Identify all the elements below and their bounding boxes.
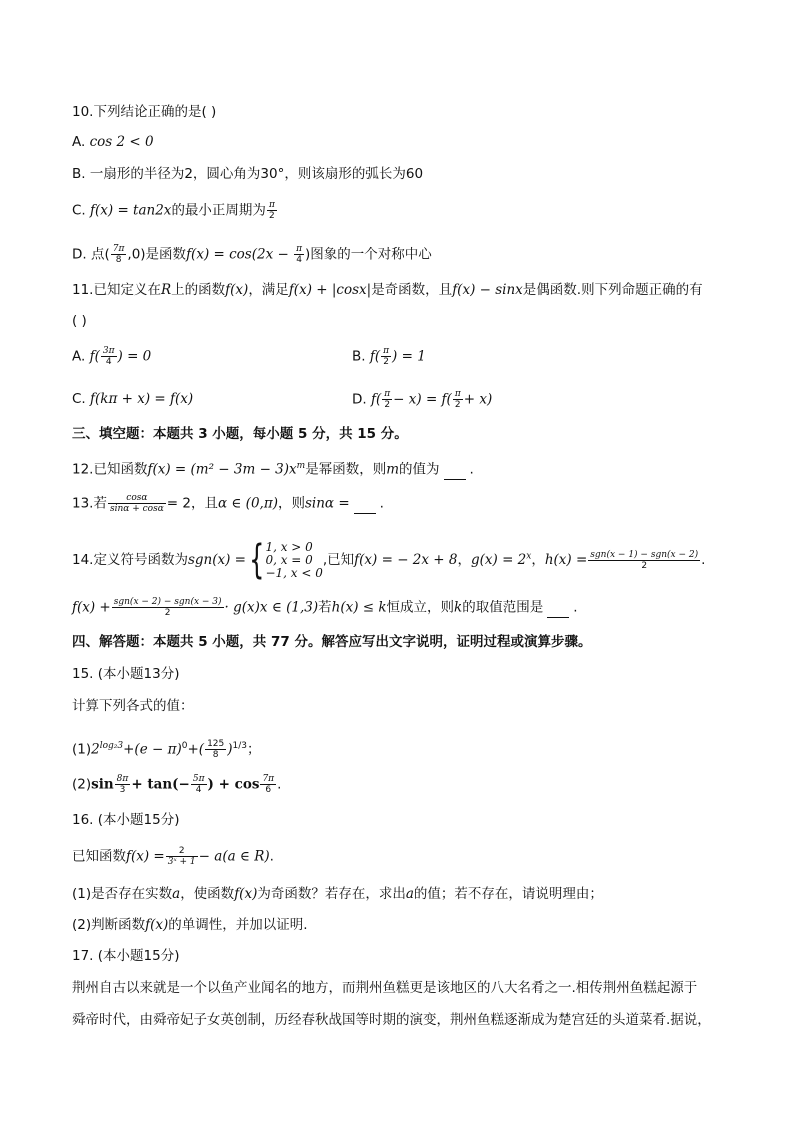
- q10-option-a: A. cos 2 < 0: [72, 134, 154, 150]
- fraction: $\frac{\pi}{2}$: [383, 346, 390, 367]
- q16-intro: 已知函数f(x) = $\frac{2}{\text{3ˣ + 1}}$ − a(a ∈ R).: [72, 846, 274, 867]
- fraction: $\frac{7\pi}{8}$: [112, 244, 125, 265]
- q17-text-2: 舜帝时代，由舜帝妃子女英创制，历经春秋战国等时期的演变，荆州鱼糕逐渐成为楚宫廷的头道菜肴.据说，: [72, 1012, 711, 1028]
- q10-option-b: B. 一扇形的半径为2，圆心角为30°，则该扇形的弧长为60: [72, 166, 424, 182]
- q16-part-2: (2)判断函数f(x)的单调性，并加以证明.: [72, 917, 308, 933]
- fraction: $\frac{3\pi}{4}$: [102, 346, 115, 367]
- q15-part-2: (2)sin $\frac{8\pi}{3}$ + tan(− $\frac{5\pi}{4}$ ) + cos $\frac{7\pi}{6}$ .: [72, 774, 282, 795]
- fraction: $\frac{\pi}{2}$: [268, 200, 275, 221]
- section-3-heading: 三、填空题：本题共 3 小题，每小题 5 分，共 15 分。: [72, 426, 408, 442]
- fraction: $\frac{\pi}{4}$: [296, 244, 303, 265]
- q14-line-2: f(x) + $\frac{\text{sgn(x − 2) − sgn(x − 3)}}{2}$ · g(x)x ∈ (1,3)若h(x) ≤ k恒成立，则k的取值范围是 .: [72, 597, 578, 618]
- q11-paren: ( ): [72, 313, 87, 329]
- fraction: $\frac{\text{sgn(x − 1) − sgn(x − 2)}}{2}$: [590, 549, 699, 571]
- q10-option-c: C. f(x) = tan2x的最小正周期为 $\frac{\pi}{2}$: [72, 200, 275, 221]
- piecewise-cases: 1, x > 0 0, x = 0 −1, x < 0: [265, 539, 323, 580]
- q10-stem: 10.下列结论正确的是( ): [72, 104, 217, 120]
- answer-blank: [444, 465, 466, 480]
- fraction: $\frac{125}{8}$: [207, 739, 225, 760]
- fraction: $\frac{2}{\text{3ˣ + 1}}$: [167, 846, 196, 867]
- q11-option-b: B. f( $\frac{\pi}{2}$ ) = 1: [352, 346, 426, 367]
- q11-stem: 11.已知定义在R上的函数f(x)，满足f(x) + |cosx|是奇函数，且f(x) − sinx是偶函数.则下列命题正确的有: [72, 282, 703, 298]
- fraction: $\frac{\pi}{2}$: [384, 389, 391, 410]
- q14-line-1: 14.定义符号函数为sgn(x) ={ 1, x > 0 0, x = 0 −1, x < 0 ,已知f(x) = − 2x + 8，$g(x) = 2^x$，h(x) = $\frac{\text{sgn(x − 1) − sgn(x − 2)}}{2}$ .: [72, 537, 706, 583]
- answer-blank: [547, 603, 569, 618]
- q11-option-c: C. f(kπ + x) = f(x): [72, 391, 194, 407]
- fraction: $\frac{5\pi}{4}$: [192, 774, 205, 795]
- answer-blank: [354, 499, 376, 514]
- fraction: $\frac{\pi}{2}$: [454, 389, 461, 410]
- q16-part-1: (1)是否存在实数a，使函数f(x)为奇函数？若存在，求出a的值；若不存在，请说明理由；: [72, 886, 603, 902]
- q10-option-d: D. 点( $\frac{7\pi}{8}$ ,0)是函数f(x) = cos(2x − $\frac{\pi}{4}$ )图象的一个对称中心: [72, 244, 432, 265]
- q17-text-1: 荆州自古以来就是一个以鱼产业闻名的地方，而荆州鱼糕更是该地区的八大名肴之一.相传荆州鱼糕起源于: [72, 980, 698, 996]
- section-4-heading: 四、解答题：本题共 5 小题，共 77 分。解答应写出文字说明，证明过程或演算步骤。: [72, 634, 592, 650]
- fraction: $\frac{\cos\alpha}{\sin\alpha + \cos\alpha}$: [109, 493, 164, 514]
- q15-heading: 15. (本小题13分): [72, 666, 180, 682]
- fraction: $\frac{\text{sgn(x − 2) − sgn(x − 3)}}{2}$: [113, 597, 222, 618]
- q15-part-1: $(1)2^{log_23}+(e - \pi)^0+$( $\frac{125}{8}$ )$^{1/3}$；: [72, 739, 261, 760]
- q16-heading: 16. (本小题15分): [72, 812, 180, 828]
- q17-heading: 17. (本小题15分): [72, 948, 180, 964]
- left-brace: {: [249, 537, 265, 583]
- q12: 12.已知函数$f(x) = (m^2 - 3m - 3)x^m$是幂函数，则m的值为 .: [72, 461, 474, 478]
- q11-option-a: A. f( $\frac{3\pi}{4}$ ) = 0: [72, 346, 152, 367]
- q15-intro: 计算下列各式的值：: [72, 698, 194, 714]
- q11-option-d: D. f( $\frac{\pi}{2}$ − x) = f( $\frac{\pi}{2}$ + x): [352, 389, 493, 410]
- fraction: $\frac{7\pi}{6}$: [262, 774, 275, 795]
- fraction: $\frac{8\pi}{3}$: [116, 774, 129, 795]
- q13: 13.若 $\frac{\cos\alpha}{\sin\alpha + \cos\alpha}$ = 2，且α ∈ (0,π)，则sinα = .: [72, 493, 384, 514]
